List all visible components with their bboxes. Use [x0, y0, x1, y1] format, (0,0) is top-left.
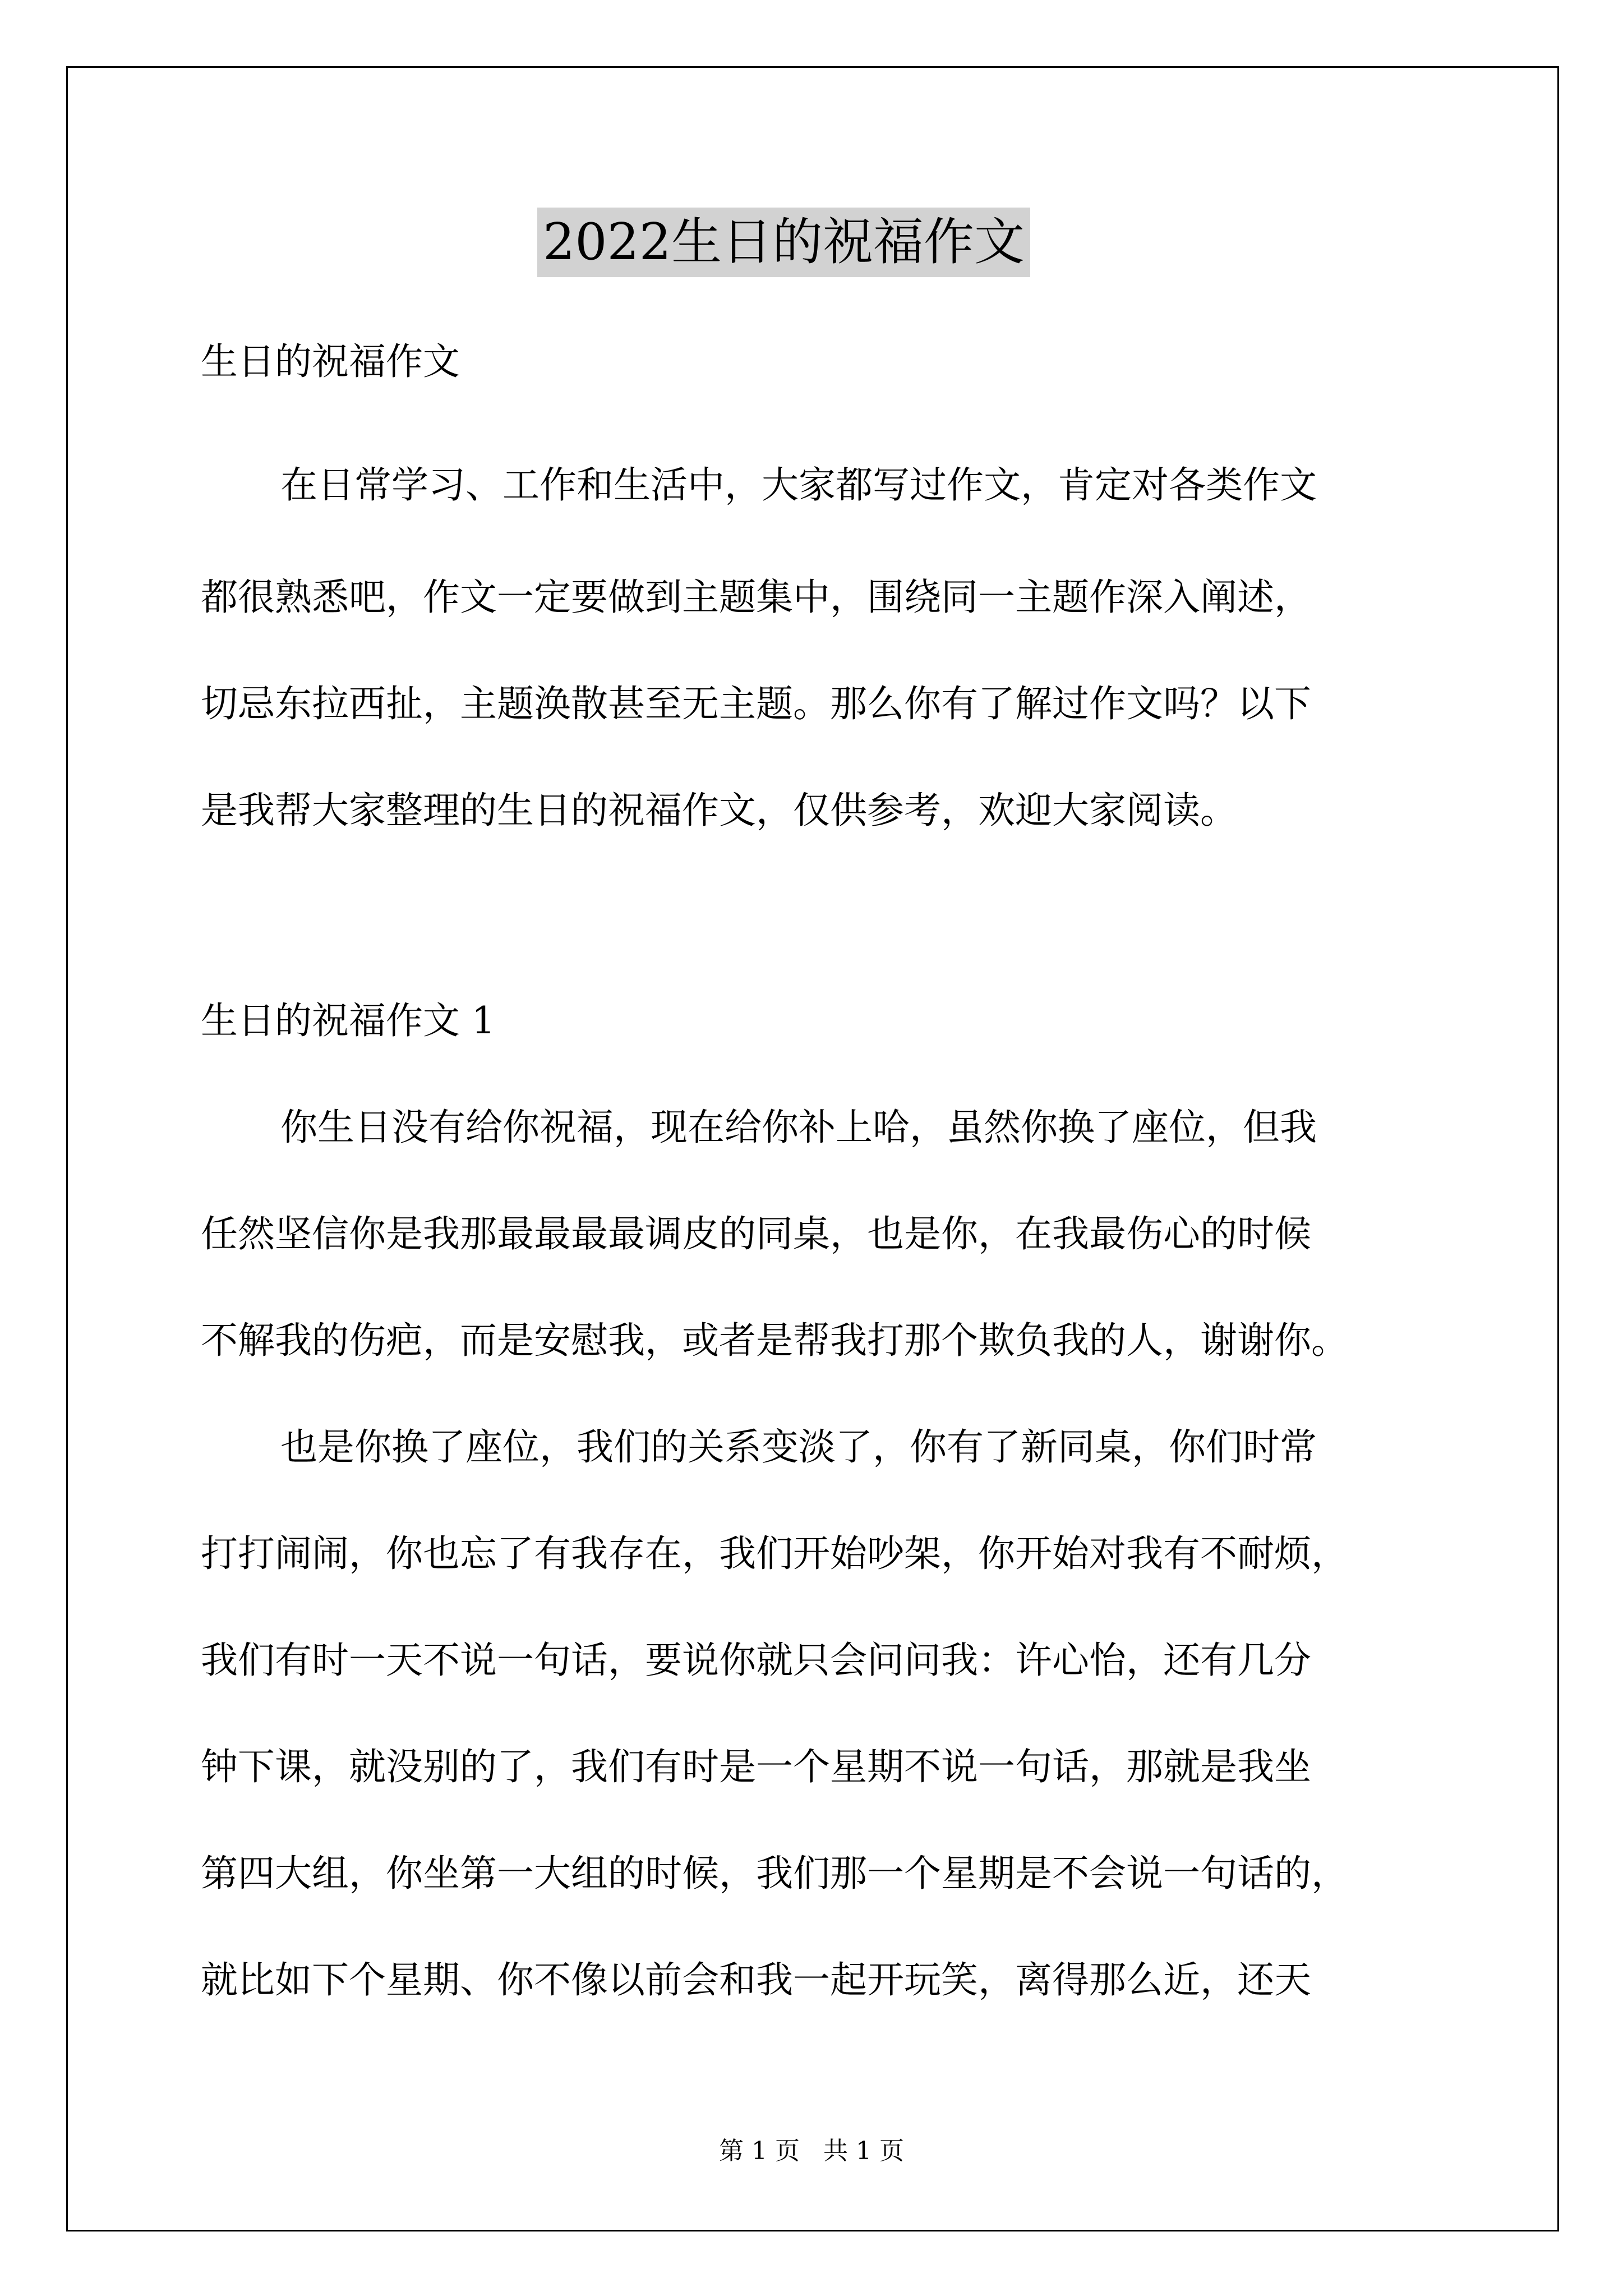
paragraph-line: 就比如下个星期、你不像以前会和我一起开玩笑，离得那么近，还天 — [201, 1958, 1311, 2001]
paragraph-line: 我们有时一天不说一句话，要说你就只会问问我：许心怡，还有几分 — [201, 1639, 1311, 1682]
paragraph-line: 第四大组，你坐第一大组的时候，我们那一个星期是不会说一句话的， — [201, 1852, 1348, 1895]
section-heading: 生日的祝福作文 1 — [201, 999, 495, 1042]
paragraph-line: 钟下课，就没别的了，我们有时是一个星期不说一句话，那就是我坐 — [201, 1745, 1311, 1788]
paragraph-line: 在日常学习、工作和生活中，大家都写过作文，肯定对各类作文 — [280, 463, 1317, 507]
paragraph-line: 任然坚信你是我那最最最最调皮的同桌，也是你，在我最伤心的时候 — [201, 1212, 1311, 1255]
page-number-footer: 第 1 页 共 1 页 — [719, 2137, 904, 2165]
paragraph-line: 不解我的伤疤，而是安慰我，或者是帮我打那个欺负我的人，谢谢你。 — [201, 1319, 1348, 1362]
paragraph-line: 是我帮大家整理的生日的祝福作文，仅供参考，欢迎大家阅读。 — [201, 789, 1237, 832]
paragraph-line: 也是你换了座位，我们的关系变淡了，你有了新同桌，你们时常 — [280, 1425, 1317, 1469]
paragraph-line: 打打闹闹，你也忘了有我存在，我们开始吵架，你开始对我有不耐烦， — [201, 1532, 1348, 1575]
document-title: 2022生日的祝福作文 — [537, 208, 1030, 277]
paragraph-line: 你生日没有给你祝福，现在给你补上哈，虽然你换了座位，但我 — [280, 1106, 1317, 1149]
paragraph-line: 切忌东拉西扯，主题涣散甚至无主题。那么你有了解过作文吗？以下 — [201, 682, 1311, 725]
paragraph-line: 都很熟悉吧，作文一定要做到主题集中，围绕同一主题作深入阐述， — [201, 576, 1311, 619]
section-heading: 生日的祝福作文 — [201, 340, 460, 383]
